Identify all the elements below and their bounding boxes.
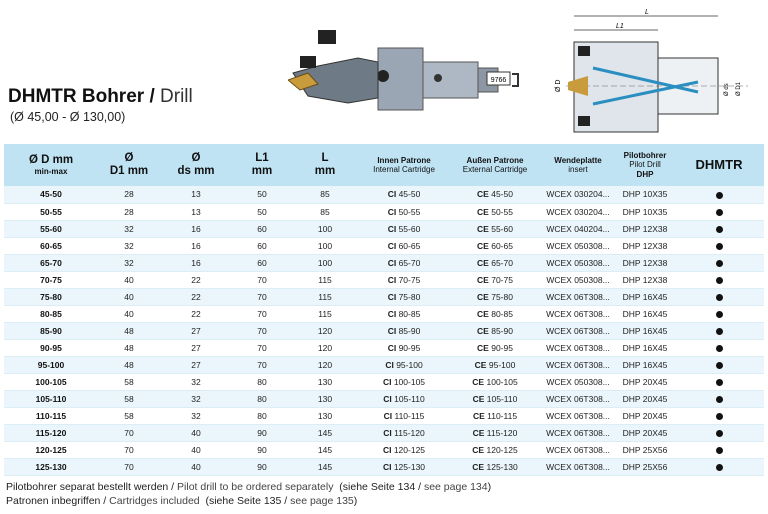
ce-prefix: CE [472, 393, 485, 404]
cell-dhmtr [674, 373, 764, 390]
availability-dot-icon [716, 209, 723, 216]
cell-d1: 32 [98, 237, 160, 254]
cell-internal-cartridge [358, 458, 450, 475]
cell-dm: 65-70 [4, 254, 98, 271]
cell-external-cartridge [450, 322, 540, 339]
cell-internal-cartridge [358, 271, 450, 288]
cell-external-cartridge [450, 254, 540, 271]
header-l: L mm [314, 151, 336, 177]
ci-prefix: CI [382, 444, 392, 455]
cell-pilot-drill: DHP 16X45 [616, 322, 674, 339]
ce-prefix: CE [472, 427, 485, 438]
cell-internal-cartridge [358, 322, 450, 339]
ce-value: 125-130 [486, 461, 518, 472]
cell-insert: WCEX 06T308... [540, 441, 616, 458]
cell-internal-cartridge [358, 441, 450, 458]
ci-value: 85-90 [398, 325, 421, 336]
cell-internal-cartridge [358, 220, 450, 237]
header-l1: L1 mm [251, 151, 273, 177]
header-ds: Ø ds mm [177, 151, 215, 177]
cell-dm: 60-65 [4, 237, 98, 254]
cell-insert: WCEX 050308... [540, 271, 616, 288]
cell-dm: 50-55 [4, 203, 98, 220]
cell-d1: 58 [98, 407, 160, 424]
ci-value: 125-130 [393, 461, 426, 472]
cell-d1: 48 [98, 356, 160, 373]
technical-drawing [548, 6, 763, 136]
table-row [4, 237, 764, 254]
cell-insert: WCEX 06T308... [540, 356, 616, 373]
cell-dhmtr [674, 356, 764, 373]
ce-value: 105-110 [486, 393, 518, 404]
product-table [4, 144, 764, 476]
cell-pilot-drill: DHP 16X45 [616, 288, 674, 305]
cell-dhmtr [674, 424, 764, 441]
cell-external-cartridge [450, 220, 540, 237]
cell-insert: WCEX 050308... [540, 254, 616, 271]
cell-pilot-drill: DHP 16X45 [616, 339, 674, 356]
cell-d1: 40 [98, 305, 160, 322]
cell-pilot-drill: DHP 20X45 [616, 407, 674, 424]
ce-value: 75-80 [491, 291, 513, 302]
drawing-label-d: Ø D [555, 79, 562, 92]
cell-insert: WCEX 06T308... [540, 407, 616, 424]
cell-pilot-drill: DHP 10X35 [616, 203, 674, 220]
cell-dm: 70-75 [4, 271, 98, 288]
ci-prefix: CI [382, 461, 392, 472]
ce-value: 60-65 [491, 240, 513, 251]
cell-dhmtr [674, 288, 764, 305]
ci-prefix: CI [387, 240, 397, 251]
cell-d1: 28 [98, 203, 160, 220]
ci-value: 65-70 [398, 257, 421, 268]
ci-prefix: CI [387, 291, 397, 302]
cell-pilot-drill: DHP 12X38 [616, 237, 674, 254]
ci-prefix: CI [385, 359, 394, 370]
table-row [4, 220, 764, 237]
cell-l1: 80 [232, 407, 292, 424]
cell-insert: WCEX 050308... [540, 373, 616, 390]
title-separator: / [144, 86, 161, 107]
header-dm: Ø D mm min-max [28, 153, 74, 177]
ci-value: 90-95 [398, 342, 421, 353]
cell-external-cartridge [450, 203, 540, 220]
cell-dhmtr [674, 203, 764, 220]
cell-l: 100 [292, 254, 358, 271]
cell-dm: 120-125 [4, 441, 98, 458]
header-pilot-drill: Pilotbohrer Pilot Drill DHP [623, 151, 667, 179]
ce-prefix: CE [477, 342, 489, 353]
availability-dot-icon [716, 362, 723, 369]
cell-dhmtr [674, 339, 764, 356]
ce-prefix: CE [477, 308, 489, 319]
cell-d1: 40 [98, 288, 160, 305]
ce-prefix: CE [472, 461, 485, 472]
cell-dm: 110-115 [4, 407, 98, 424]
cell-external-cartridge [450, 237, 540, 254]
cell-insert: WCEX 06T308... [540, 322, 616, 339]
cell-insert: WCEX 030204... [540, 203, 616, 220]
cell-dm: 95-100 [4, 356, 98, 373]
cell-l1: 70 [232, 271, 292, 288]
cell-l1: 90 [232, 441, 292, 458]
ci-prefix: CI [387, 189, 397, 200]
cell-dhmtr [674, 407, 764, 424]
cell-dhmtr [674, 271, 764, 288]
cell-l1: 60 [232, 220, 292, 237]
footnote-pilot: Pilotbohrer separat bestellt werden / Pilot drill to be ordered separately (siehe Seite 134 / see page 134) [6, 481, 492, 493]
cell-l: 85 [292, 203, 358, 220]
ce-value: 120-125 [486, 444, 518, 455]
cell-dhmtr [674, 186, 764, 203]
product-name: DHMTR Bohrer [8, 86, 145, 107]
cell-internal-cartridge [358, 373, 450, 390]
cell-external-cartridge [450, 305, 540, 322]
availability-dot-icon [716, 447, 723, 454]
cell-l1: 70 [232, 356, 292, 373]
cell-pilot-drill: DHP 16X45 [616, 305, 674, 322]
cell-pilot-drill: DHP 25X56 [616, 458, 674, 475]
ce-prefix: CE [477, 291, 489, 302]
cell-dm: 75-80 [4, 288, 98, 305]
cell-external-cartridge [450, 288, 540, 305]
table-row [4, 424, 764, 441]
ci-prefix: CI [387, 325, 397, 336]
cell-insert: WCEX 06T308... [540, 339, 616, 356]
header-d1: Ø D1 mm [109, 151, 149, 177]
ce-prefix: CE [477, 257, 489, 268]
cell-l1: 70 [232, 305, 292, 322]
cell-d1: 48 [98, 339, 160, 356]
ci-prefix: CI [383, 393, 392, 404]
ci-prefix: CI [383, 427, 392, 438]
cell-internal-cartridge [358, 186, 450, 203]
cell-ds: 32 [160, 407, 232, 424]
cell-insert: WCEX 06T308... [540, 390, 616, 407]
cell-l: 85 [292, 186, 358, 203]
ci-prefix: CI [383, 410, 393, 421]
ce-prefix: CE [477, 325, 489, 336]
cell-external-cartridge [450, 356, 540, 373]
cell-l: 145 [292, 441, 358, 458]
cell-d1: 32 [98, 254, 160, 271]
cell-l: 120 [292, 356, 358, 373]
cell-external-cartridge [450, 271, 540, 288]
drawing-label-d1: Ø D1 [736, 81, 742, 96]
cell-pilot-drill: DHP 12X38 [616, 220, 674, 237]
cell-d1: 40 [98, 271, 160, 288]
cell-ds: 16 [160, 220, 232, 237]
header-insert: Wendeplatte insert [554, 155, 602, 174]
footnote-cartridges: Patronen inbegriffen / Cartridges included (siehe Seite 135 / see page 135) [6, 495, 358, 507]
ce-value: 85-90 [491, 325, 513, 336]
cell-d1: 28 [98, 186, 160, 203]
cell-dm: 105-110 [4, 390, 98, 407]
table-row [4, 254, 764, 271]
ce-prefix: CE [474, 359, 487, 370]
cell-insert: WCEX 030204... [540, 186, 616, 203]
cell-ds: 40 [160, 424, 232, 441]
cell-d1: 70 [98, 458, 160, 475]
cell-l: 100 [292, 220, 358, 237]
ce-value: 50-55 [491, 206, 513, 217]
ci-value: 115-120 [394, 427, 425, 438]
cell-d1: 32 [98, 220, 160, 237]
cell-dhmtr [674, 441, 764, 458]
ci-value: 110-115 [394, 410, 425, 421]
availability-dot-icon [716, 464, 723, 471]
cell-external-cartridge [450, 186, 540, 203]
cell-ds: 32 [160, 373, 232, 390]
availability-dot-icon [716, 294, 723, 301]
cell-insert: WCEX 06T308... [540, 305, 616, 322]
cell-internal-cartridge [358, 305, 450, 322]
table-row [4, 322, 764, 339]
cell-pilot-drill: DHP 20X45 [616, 424, 674, 441]
table-row [4, 441, 764, 458]
availability-dot-icon [716, 430, 723, 437]
header-dhmtr: DHMTR [695, 156, 743, 172]
cell-external-cartridge [450, 458, 540, 475]
diameter-range: (Ø 45,00 - Ø 130,00) [10, 110, 126, 124]
ci-prefix: CI [387, 342, 397, 353]
cell-ds: 40 [160, 441, 232, 458]
cell-internal-cartridge [358, 203, 450, 220]
table-row [4, 339, 764, 356]
table-row [4, 288, 764, 305]
cell-l1: 60 [232, 254, 292, 271]
availability-dot-icon [716, 345, 723, 352]
table-row [4, 356, 764, 373]
cell-l: 120 [292, 322, 358, 339]
cell-external-cartridge [450, 373, 540, 390]
availability-dot-icon [716, 413, 723, 420]
ci-prefix: CI [387, 257, 397, 268]
cell-dhmtr [674, 390, 764, 407]
cell-dm: 115-120 [4, 424, 98, 441]
cell-d1: 70 [98, 424, 160, 441]
cell-l: 115 [292, 271, 358, 288]
cell-pilot-drill: DHP 20X45 [616, 373, 674, 390]
cell-dm: 85-90 [4, 322, 98, 339]
ce-value: 95-100 [488, 359, 516, 370]
ci-prefix: CI [387, 274, 397, 285]
ce-prefix: CE [472, 410, 485, 421]
ce-prefix: CE [477, 274, 489, 285]
cell-internal-cartridge [358, 407, 450, 424]
cell-l: 100 [292, 237, 358, 254]
cell-insert: WCEX 06T308... [540, 458, 616, 475]
cell-insert: WCEX 050308... [540, 237, 616, 254]
ce-value: 55-60 [491, 223, 513, 234]
cell-dhmtr [674, 458, 764, 475]
cell-l1: 70 [232, 288, 292, 305]
availability-dot-icon [716, 311, 723, 318]
availability-dot-icon [716, 379, 723, 386]
cell-dhmtr [674, 237, 764, 254]
cell-dm: 80-85 [4, 305, 98, 322]
cell-internal-cartridge [358, 356, 450, 373]
product-title [8, 86, 193, 108]
cell-l: 130 [292, 407, 358, 424]
cell-l1: 90 [232, 424, 292, 441]
ce-value: 45-50 [491, 189, 513, 200]
cell-ds: 27 [160, 339, 232, 356]
ce-prefix: CE [472, 376, 485, 387]
ce-value: 80-85 [491, 308, 513, 319]
ce-value: 110-115 [487, 410, 518, 421]
cell-l1: 70 [232, 339, 292, 356]
product-subname: Drill [160, 86, 193, 107]
cell-l: 120 [292, 339, 358, 356]
cell-l1: 80 [232, 373, 292, 390]
ce-value: 70-75 [491, 274, 513, 285]
cell-l1: 50 [232, 186, 292, 203]
cell-dhmtr [674, 220, 764, 237]
ci-value: 60-65 [398, 240, 421, 251]
cell-d1: 58 [98, 390, 160, 407]
cell-ds: 22 [160, 288, 232, 305]
cell-l1: 50 [232, 203, 292, 220]
cell-l: 115 [292, 305, 358, 322]
ci-value: 55-60 [398, 223, 421, 234]
cell-pilot-drill: DHP 25X56 [616, 441, 674, 458]
cell-ds: 32 [160, 390, 232, 407]
availability-dot-icon [716, 328, 723, 335]
cell-l1: 70 [232, 322, 292, 339]
cell-ds: 22 [160, 305, 232, 322]
cell-ds: 40 [160, 458, 232, 475]
cell-ds: 22 [160, 271, 232, 288]
availability-dot-icon [716, 396, 723, 403]
cell-l: 115 [292, 288, 358, 305]
cell-ds: 27 [160, 356, 232, 373]
cell-ds: 16 [160, 254, 232, 271]
ci-value: 100-105 [393, 376, 426, 387]
cell-dhmtr [674, 322, 764, 339]
cell-internal-cartridge [358, 390, 450, 407]
table-row [4, 458, 764, 475]
availability-dot-icon [716, 260, 723, 267]
cell-ds: 13 [160, 186, 232, 203]
cell-l: 130 [292, 373, 358, 390]
cell-external-cartridge [450, 407, 540, 424]
table-row [4, 390, 764, 407]
cell-dm: 45-50 [4, 186, 98, 203]
cell-internal-cartridge [358, 424, 450, 441]
ci-value: 75-80 [398, 291, 421, 302]
cell-internal-cartridge [358, 254, 450, 271]
ci-value: 120-125 [393, 444, 426, 455]
ci-value: 80-85 [398, 308, 421, 319]
ci-prefix: CI [387, 223, 397, 234]
cell-pilot-drill: DHP 12X38 [616, 254, 674, 271]
ci-prefix: CI [387, 308, 397, 319]
photo-label: 9766 [490, 77, 507, 84]
table-row [4, 407, 764, 424]
table-row [4, 305, 764, 322]
cell-internal-cartridge [358, 339, 450, 356]
ci-prefix: CI [387, 206, 397, 217]
cell-dm: 100-105 [4, 373, 98, 390]
cell-internal-cartridge [358, 288, 450, 305]
ci-value: 70-75 [398, 274, 421, 285]
ce-value: 65-70 [491, 257, 513, 268]
cell-dm: 90-95 [4, 339, 98, 356]
cell-external-cartridge [450, 424, 540, 441]
header-external-cartridge: Außen Patrone External Cartridge [462, 155, 528, 174]
cell-pilot-drill: DHP 16X45 [616, 356, 674, 373]
cell-ds: 16 [160, 237, 232, 254]
ce-prefix: CE [477, 240, 489, 251]
cell-l: 145 [292, 424, 358, 441]
ce-prefix: CE [477, 189, 489, 200]
cell-dhmtr [674, 305, 764, 322]
cell-external-cartridge [450, 441, 540, 458]
availability-dot-icon [716, 226, 723, 233]
ci-value: 45-50 [398, 189, 421, 200]
cell-l: 130 [292, 390, 358, 407]
header-internal-cartridge: Innen Patrone Internal Cartridge [373, 155, 435, 174]
table-row [4, 271, 764, 288]
cell-l1: 60 [232, 237, 292, 254]
ce-prefix: CE [472, 444, 485, 455]
cell-dhmtr [674, 254, 764, 271]
table-row [4, 186, 764, 203]
availability-dot-icon [716, 243, 723, 250]
ci-value: 105-110 [394, 393, 425, 404]
cell-pilot-drill: DHP 12X38 [616, 271, 674, 288]
cell-l1: 80 [232, 390, 292, 407]
ce-value: 90-95 [491, 342, 513, 353]
drawing-label-l1: L1 [616, 23, 624, 30]
cell-dm: 55-60 [4, 220, 98, 237]
ci-value: 95-100 [396, 359, 423, 370]
availability-dot-icon [716, 277, 723, 284]
ci-value: 50-55 [398, 206, 421, 217]
ce-value: 115-120 [486, 427, 518, 438]
cell-ds: 13 [160, 203, 232, 220]
drill-photo [288, 18, 528, 128]
cell-external-cartridge [450, 339, 540, 356]
table-header-row [4, 144, 764, 186]
cell-pilot-drill: DHP 10X35 [616, 186, 674, 203]
cell-pilot-drill: DHP 20X45 [616, 390, 674, 407]
ce-value: 100-105 [486, 376, 518, 387]
table-row [4, 203, 764, 220]
cell-external-cartridge [450, 390, 540, 407]
cell-internal-cartridge [358, 237, 450, 254]
cell-l1: 90 [232, 458, 292, 475]
cell-insert: WCEX 06T308... [540, 424, 616, 441]
ce-prefix: CE [477, 206, 489, 217]
cell-insert: WCEX 040204... [540, 220, 616, 237]
cell-insert: WCEX 06T308... [540, 288, 616, 305]
drawing-label-ds: Ø ds [724, 83, 730, 96]
cell-d1: 58 [98, 373, 160, 390]
cell-ds: 27 [160, 322, 232, 339]
cell-dm: 125-130 [4, 458, 98, 475]
cell-d1: 48 [98, 322, 160, 339]
cell-l: 145 [292, 458, 358, 475]
cell-d1: 70 [98, 441, 160, 458]
ce-prefix: CE [477, 223, 489, 234]
availability-dot-icon [716, 192, 723, 199]
ci-prefix: CI [382, 376, 392, 387]
table-row [4, 373, 764, 390]
drawing-label-l: L [645, 9, 649, 16]
